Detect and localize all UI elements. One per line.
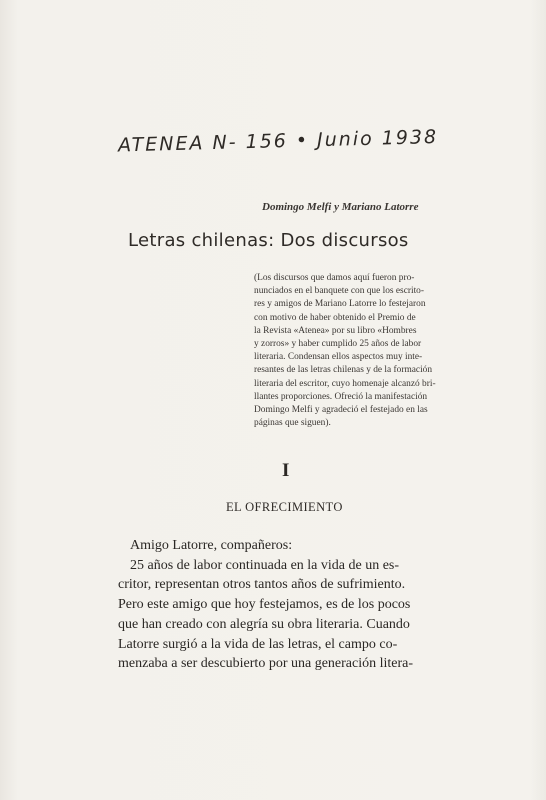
intro-line: la Revista «Atenea» por su libro «Hombres [254,325,417,336]
section-number: I [282,460,290,481]
intro-paragraph [254,272,476,430]
intro-line: nunciados en el banquete con que los escrito- [254,286,424,297]
intro-line: páginas que siguen). [254,418,331,429]
intro-line: res y amigos de Mariano Latorre lo festejaron [254,299,426,310]
handwritten-annotation: ATENEA N- 156 • Junio 1938 [117,126,439,157]
section-heading: EL OFRECIMIENTO [226,500,343,514]
intro-line: literaria del escritor, cuyo homenaje alcanzó bri- [254,378,436,389]
body-line: 25 años de labor continuada en la vida de un es- [130,557,400,573]
intro-line: resantes de las letras chilenas y de la formación [254,365,433,376]
greeting-line: Amigo Latorre, compañeros: [130,538,293,553]
body-paragraph [118,536,478,674]
body-line: menzaba a ser descubierto por una generación litera- [118,656,414,672]
body-line: Pero este amigo que hoy festejamos, es de los pocos [118,597,411,613]
intro-line: y zorros» y haber cumplido 25 años de labor [254,339,422,350]
article-authors: Domingo Melfi y Mariano Latorre [262,201,419,213]
intro-line: (Los discursos que damos aquí fueron pro- [254,273,415,283]
intro-line: literaria. Condensan ellos aspectos muy inte- [254,352,423,363]
body-line: Latorre surgió a la vida de las letras, el campo co- [118,636,398,652]
intro-line: llantes proporciones. Ofreció la manifestación [254,391,428,402]
article-title: Letras chilenas: Dos discursos [128,230,409,251]
intro-line: Domingo Melfi y agradeció el festejado en las [254,405,428,416]
body-line: que han creado con alegría su obra literaria. Cuando [118,616,410,632]
body-line: critor, representan otros tantos años de sufrimiento. [118,577,406,593]
intro-line: con motivo de haber obtenido el Premio de [254,312,416,323]
